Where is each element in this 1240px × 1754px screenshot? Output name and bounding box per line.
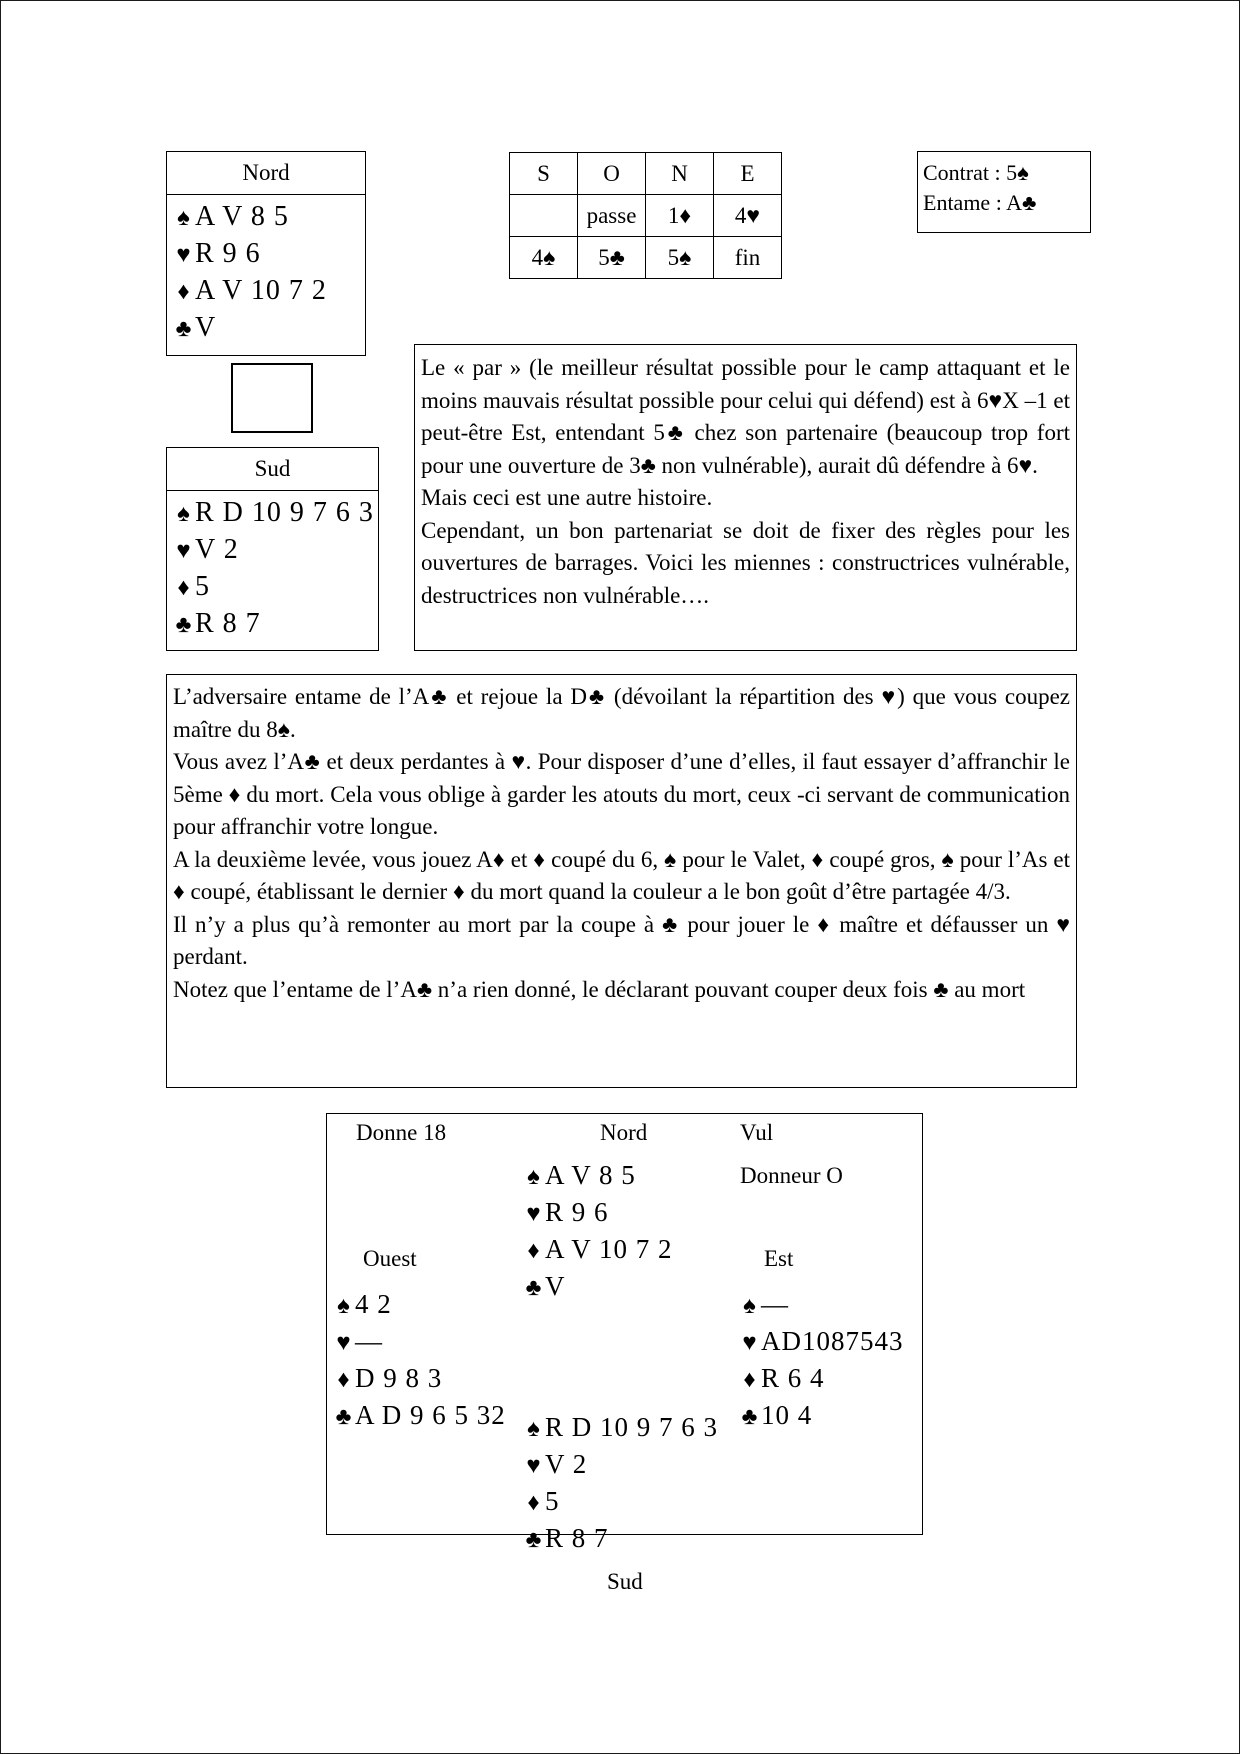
diagram-south-hand	[523, 1410, 718, 1558]
solution-paragraph: Vous avez l’A♣ et deux perdantes à ♥. Pour disposer d’une d’elles, il faut essayer d’affranchir le 5ème ♦ du mort. Cela vous oblige à garder les atouts du mort, ceux -ci servant de communication pour affranchir votre longue.	[173, 749, 1070, 839]
heart-icon: ♥	[742, 1330, 758, 1356]
hand-suit-line	[333, 1398, 506, 1435]
hand-cards: R D 10 9 7 6 3	[545, 1412, 719, 1442]
bidding-cell: 5♠	[646, 237, 714, 279]
club-icon: ♣	[175, 316, 193, 342]
commentary-paragraph: Mais ceci est une autre histoire.	[421, 485, 713, 510]
hand-suit-line	[523, 1195, 673, 1232]
east-label: Est	[764, 1246, 794, 1271]
hand-cards: R 8 7	[195, 608, 261, 639]
hand-cards: R 9 6	[195, 238, 261, 269]
hand-suit-line	[173, 236, 365, 273]
opening-lead-line: Entame : A♣	[923, 190, 1037, 215]
diagram-north-hand	[523, 1158, 673, 1306]
hand-suit-line	[523, 1269, 673, 1306]
hand-cards: —	[761, 1289, 789, 1319]
north-label: Nord	[600, 1120, 648, 1145]
spade-icon: ♠	[177, 205, 191, 231]
commentary-paragraph: Cependant, un bon partenariat se doit de fixer des règles pour les ouvertures de barrages. Voici les miennes : constructrices vulnérable, destructrices non vulnérable….	[421, 517, 1070, 608]
heart-icon: ♥	[526, 1453, 542, 1479]
heart-icon: ♥	[526, 1201, 542, 1227]
bidding-header-row	[510, 153, 782, 195]
hand-suit-line	[739, 1398, 904, 1435]
spade-icon: ♠	[527, 1416, 541, 1442]
hand-cards: R 6 4	[761, 1363, 825, 1393]
bidding-header-cell: E	[714, 153, 782, 195]
deal-diagram	[326, 1113, 923, 1594]
hand-suit-line	[523, 1232, 673, 1269]
club-icon: ♣	[741, 1404, 759, 1430]
hand-suit-line	[173, 569, 378, 606]
heart-icon: ♥	[336, 1330, 352, 1356]
south-label: Sud	[607, 1569, 643, 1594]
hand-suit-line	[523, 1158, 673, 1195]
south-hand	[167, 491, 378, 643]
solution-paragraph: Il n’y a plus qu’à remonter au mort par la coupe à ♣ pour jouer le ♦ maître et défausser un ♥ perdant.	[173, 911, 1070, 969]
hand-cards: D 9 8 3	[355, 1363, 443, 1393]
hand-cards: A V 8 5	[545, 1160, 636, 1190]
commentary-box	[414, 344, 1077, 651]
hand-suit-line	[173, 310, 365, 347]
hand-cards: V 2	[545, 1449, 588, 1479]
hand-cards: R 8 7	[545, 1523, 609, 1553]
diamond-icon: ♦	[177, 279, 191, 305]
diamond-icon: ♦	[337, 1367, 351, 1393]
hand-suit-line	[523, 1410, 718, 1447]
diamond-icon: ♦	[527, 1490, 541, 1516]
spade-icon: ♠	[743, 1293, 757, 1319]
bidding-cell: 5♣	[578, 237, 646, 279]
hand-cards: V	[195, 312, 217, 343]
club-icon: ♣	[525, 1527, 543, 1553]
bidding-header-cell: O	[578, 153, 646, 195]
hand-suit-line	[173, 495, 378, 532]
west-label: Ouest	[363, 1246, 417, 1271]
south-hand-box	[166, 447, 379, 651]
club-icon: ♣	[525, 1275, 543, 1301]
club-icon: ♣	[335, 1404, 353, 1430]
hand-suit-line	[173, 199, 365, 236]
hand-suit-line	[173, 273, 365, 310]
hand-suit-line	[333, 1361, 506, 1398]
bidding-header-cell: S	[510, 153, 578, 195]
contract-line: Contrat : 5♠	[923, 160, 1029, 185]
diagram-east-hand	[739, 1287, 904, 1435]
hand-cards: R D 10 9 7 6 3	[195, 497, 374, 528]
hand-cards: V	[545, 1271, 566, 1301]
hand-cards: —	[355, 1326, 383, 1356]
hand-cards: A D 9 6 5 32	[355, 1400, 506, 1430]
hand-suit-line	[739, 1324, 904, 1361]
solution-paragraph: A la deuxième levée, vous jouez A♦ et ♦ coupé du 6, ♠ pour le Valet, ♦ coupé gros, ♠ pour l’As et ♦ coupé, établissant le dernier ♦ du mort quand la couleur a le bon goût d’être partagée 4/3.	[173, 846, 1070, 904]
solution-paragraph: L’adversaire entame de l’A♣ et rejoue la D♣ (dévoilant la répartition des ♥) que vous coupez maître du 8♠.	[173, 684, 1070, 742]
hand-cards: A V 10 7 2	[545, 1234, 673, 1264]
club-icon: ♣	[175, 612, 193, 638]
heart-icon: ♥	[176, 538, 192, 564]
dealer-label: Donneur O	[740, 1163, 843, 1188]
diamond-icon: ♦	[527, 1238, 541, 1264]
hand-cards: 10 4	[761, 1400, 813, 1430]
hand-suit-line	[173, 606, 378, 643]
bidding-cell: 1♦	[646, 195, 714, 237]
bidding-cell: 4♥	[714, 195, 782, 237]
solution-box	[166, 674, 1077, 1088]
bidding-table	[509, 152, 782, 279]
vulnerability-label: Vul	[740, 1120, 774, 1145]
hand-cards: AD1087543	[761, 1326, 904, 1356]
hand-cards: A V 10 7 2	[195, 275, 327, 306]
hand-cards: R 9 6	[545, 1197, 609, 1227]
bidding-row	[510, 195, 782, 237]
contract-box	[917, 151, 1091, 233]
north-hand-box	[166, 151, 366, 356]
board-number: Donne 18	[356, 1120, 447, 1145]
hand-suit-line	[333, 1287, 506, 1324]
spade-icon: ♠	[177, 501, 191, 527]
bidding-row	[510, 237, 782, 279]
hand-suit-line	[523, 1447, 718, 1484]
hand-suit-line	[333, 1324, 506, 1361]
hand-cards: V 2	[195, 534, 239, 565]
hand-suit-line	[523, 1484, 718, 1521]
bidding-cell	[510, 195, 578, 237]
north-hand	[167, 195, 365, 347]
heart-icon: ♥	[176, 242, 192, 268]
hand-suit-line	[739, 1361, 904, 1398]
bidding-cell: fin	[714, 237, 782, 279]
hand-suit-line	[739, 1287, 904, 1324]
hand-cards: A V 8 5	[195, 201, 289, 232]
hand-cards: 4 2	[355, 1289, 392, 1319]
table-square	[231, 363, 313, 433]
diamond-icon: ♦	[177, 575, 191, 601]
commentary-paragraph: Le « par » (le meilleur résultat possible pour le camp attaquant et le moins mauvais résultat possible pour celui qui défend) est à 6♥X –1 et peut-être Est, entendant 5♣ chez son partenaire (beaucoup trop fort pour une ouverture de 3♣ non vulnérable), aurait dû défendre à 6♥.	[421, 355, 1070, 478]
spade-icon: ♠	[527, 1164, 541, 1190]
hand-cards: 5	[195, 571, 210, 602]
bidding-cell: passe	[578, 195, 646, 237]
solution-paragraph: Notez que l’entame de l’A♣ n’a rien donné, le déclarant pouvant couper deux fois ♣ au mort	[173, 976, 1026, 1002]
north-box-title: Nord	[167, 152, 365, 195]
south-box-title: Sud	[167, 448, 378, 491]
bidding-cell: 4♠	[510, 237, 578, 279]
diamond-icon: ♦	[743, 1367, 757, 1393]
hand-suit-line	[523, 1521, 718, 1558]
spade-icon: ♠	[337, 1293, 351, 1319]
diagram-west-hand	[333, 1287, 506, 1435]
bidding-header-cell: N	[646, 153, 714, 195]
hand-cards: 5	[545, 1486, 560, 1516]
hand-suit-line	[173, 532, 378, 569]
